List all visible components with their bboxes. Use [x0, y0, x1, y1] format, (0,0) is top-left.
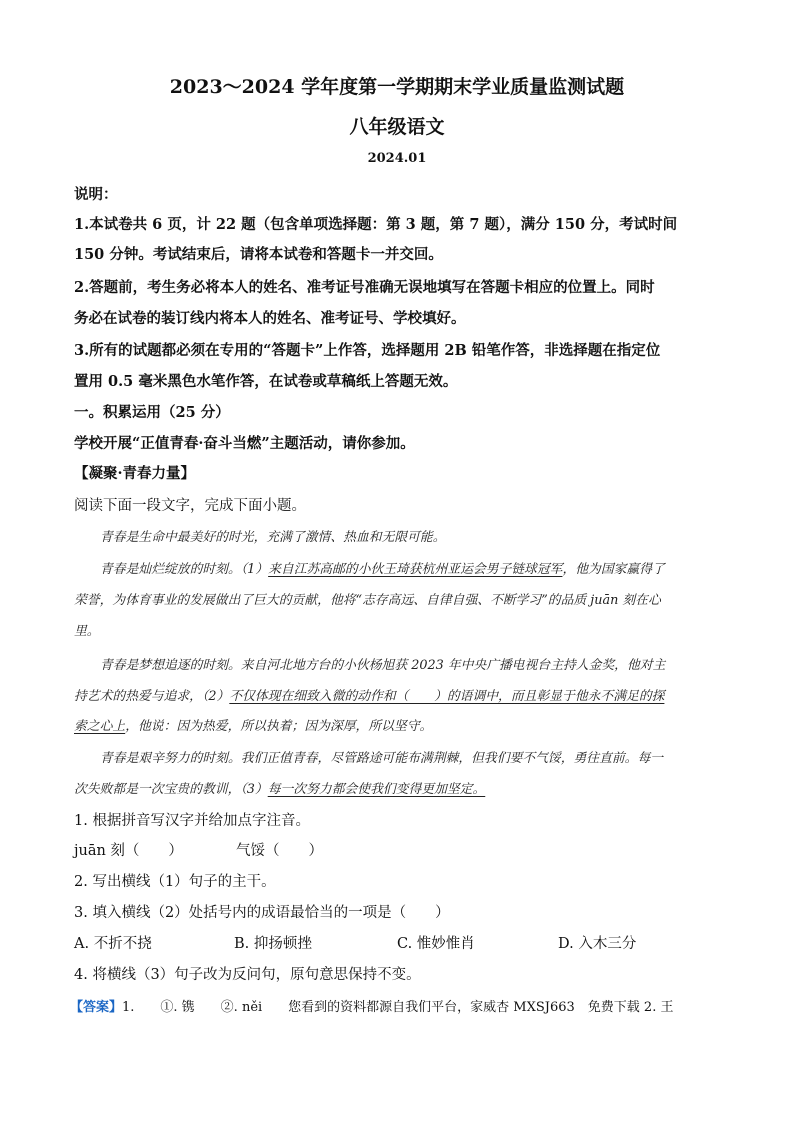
underline-2-cont: 索之心上: [74, 719, 126, 734]
section-sub-heading: 【凝聚·青春力量】: [74, 465, 196, 482]
section-intro: 学校开展“正值青春·奋斗当燃”主题活动，请你参加。: [74, 435, 415, 452]
notes-label: 说明：: [74, 186, 118, 203]
note-3a: 3.所有的试题都必须在专用的“答题卡”上作答，选择题用 2B 铅笔作答，非选择题在指定位: [74, 342, 661, 359]
answer-text: 1. ①. 镌 ②. něi 您看到的资料都源自我们平台，家威杏 MXSJ663 免费下载 2. 王: [122, 1000, 674, 1015]
underline-2: 不仅体现在细致入微的动作和（ ）的语调中，而且彰显于他永不满足的探: [229, 689, 665, 704]
section-instruction: 阅读下面一段文字，完成下面小题。: [74, 498, 306, 514]
q1-blank-b: 气馁（ ）: [236, 843, 323, 859]
note-3b: 置用 0.5 毫米黑色水笔作答，在试卷或草稿纸上答题无效。: [74, 373, 458, 390]
q3-option-d: D. 入木三分: [558, 936, 637, 952]
passage-p3a: 青春是梦想追逐的时刻。来自河北地方台的小伙杨旭获 2023 年中央广播电视台主持人金奖，他对主: [100, 658, 666, 673]
exam-subtitle: 八年级语文: [349, 116, 445, 138]
exam-title: 2023～2024 学年度第一学期期末学业质量监测试题: [169, 76, 625, 98]
passage-p1: 青春是生命中最美好的时光，充满了激情、热血和无限可能。: [100, 530, 446, 545]
passage-p4a: 青春是艰辛努力的时刻。我们正值青春，尽管路途可能布满荆棘，但我们要不气馁，勇往直前。每一: [100, 751, 664, 766]
section-heading: 一。积累运用（25 分）: [74, 404, 230, 421]
q3-option-b: B. 抑扬顿挫: [234, 936, 312, 952]
passage-p3b: 持艺术的热爱与追求，（2）不仅体现在细致入微的动作和（ ）的语调中，而且彰显于他永不满足的探: [74, 689, 665, 704]
note-2b: 务必在试卷的装订线内将本人的姓名、准考证号、学校填好。: [74, 310, 466, 327]
question-4: 4. 将横线（3）句子改为反问句，原句意思保持不变。: [74, 967, 421, 983]
answer-line: [70, 996, 722, 1015]
note-2a: 2.答题前，考生务必将本人的姓名、准考证号准确无误地填写在答题卡相应的位置上。同时: [74, 279, 655, 296]
q3-option-a: A. 不折不挠: [74, 936, 152, 952]
passage-p2a: 青春是灿烂绽放的时刻。（1）来自江苏高邮的小伙王琦获杭州亚运会男子链球冠军，他为国家赢得了: [100, 562, 665, 577]
question-3: 3. 填入横线（2）处括号内的成语最恰当的一项是（ ）: [74, 905, 450, 921]
passage-p4b: 次失败都是一次宝贵的教训，（3）每一次努力都会使我们变得更加坚定。: [74, 782, 486, 797]
exam-date: 2024.01: [367, 151, 427, 166]
note-1b: 150 分钟。考试结束后，请将本试卷和答题卡一并交回。: [74, 246, 443, 263]
q1-blank-a: juān 刻（ ）: [74, 843, 183, 859]
underline-1: 来自江苏高邮的小伙王琦获杭州亚运会男子链球冠军: [268, 562, 563, 577]
passage-p3c: 索之心上，他说：因为热爱，所以执着；因为深厚，所以坚守。: [74, 719, 433, 734]
q3-option-c: C. 惟妙惟肖: [397, 936, 475, 952]
passage-p2b: 荣誉，为体育事业的发展做出了巨大的贡献，他将“志存高远、自律自强、不断学习”的品质 juān 刻在心: [74, 593, 661, 608]
underline-3: 每一次努力都会使我们变得更加坚定。: [267, 782, 486, 797]
question-2: 2. 写出横线（1）句子的主干。: [74, 874, 276, 890]
answer-tag: 【答案】: [70, 1000, 123, 1015]
question-1: 1. 根据拼音写汉字并给加点字注音。: [74, 813, 310, 829]
note-1a: 1.本试卷共 6 页，计 22 题（包含单项选择题：第 3 题，第 7 题），满分 150 分，考试时间: [74, 216, 678, 233]
passage-p2c: 里。: [74, 624, 100, 639]
